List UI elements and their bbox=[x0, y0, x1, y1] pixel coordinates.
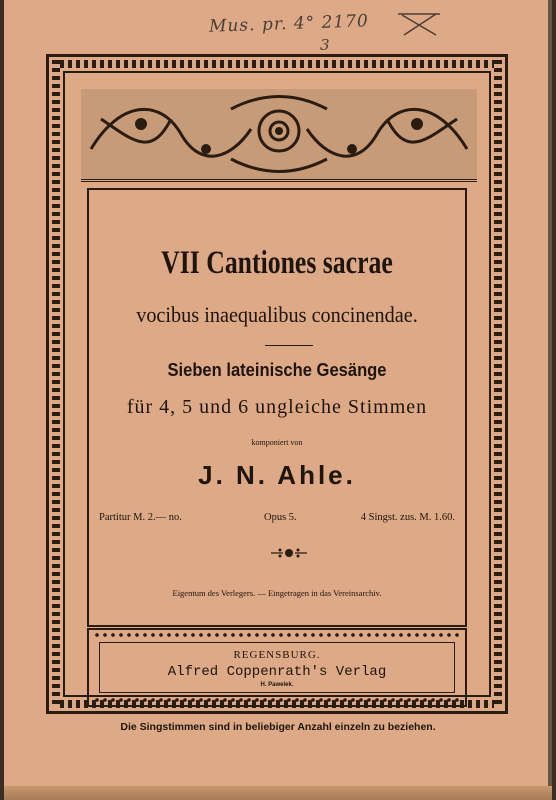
inner-frame bbox=[63, 71, 491, 697]
publisher-box bbox=[87, 628, 467, 707]
german-title: Sieben lateinische Gesänge bbox=[167, 360, 387, 380]
publisher-inner-frame bbox=[99, 642, 455, 693]
floral-ornament-header bbox=[81, 89, 477, 182]
handwritten-shelfmark: Mus. pr. 4° 2170 bbox=[208, 11, 370, 37]
book-spine-edge bbox=[548, 0, 552, 800]
divider-rule bbox=[265, 345, 313, 346]
voices-line: für 4, 5 und 6 ungleiche Stimmen bbox=[126, 396, 428, 418]
publisher-owner: H. Pawelek. bbox=[260, 682, 294, 688]
border-band-top bbox=[52, 60, 502, 68]
publisher-name: Alfred Coppenrath's Verlag bbox=[167, 664, 387, 680]
title-panel bbox=[87, 188, 467, 627]
crossed-out-mark bbox=[396, 11, 442, 37]
handwritten-shelfmark-sub: 3 bbox=[320, 36, 330, 54]
page-title: VII Cantiones sacrae bbox=[161, 245, 393, 281]
dotted-band-top bbox=[93, 632, 461, 638]
footer-note: Die Singstimmen sind in beliebiger Anzahl einzeln zu beziehen. bbox=[120, 721, 436, 733]
decorative-border bbox=[46, 54, 508, 714]
title-page bbox=[4, 0, 552, 800]
score-price: Partitur M. 2.— no. bbox=[99, 512, 182, 523]
border-band-right bbox=[494, 60, 502, 708]
opus-number: Opus 5. bbox=[264, 512, 297, 523]
parts-price: 4 Singst. zus. M. 1.60. bbox=[360, 512, 455, 523]
border-band-left bbox=[52, 60, 60, 708]
latin-subtitle: vocibus inaequalibus concinendae. bbox=[136, 302, 418, 327]
rights-notice: Eigentum des Verlegers. — Eingetragen in das Vereinsarchiv. bbox=[172, 588, 382, 598]
price-row bbox=[99, 512, 455, 526]
composed-by-label: komponiert von bbox=[251, 438, 303, 447]
composer-name: J. N. Ahle. bbox=[198, 460, 356, 490]
dotted-band-bottom bbox=[93, 697, 461, 703]
vignette-ornament bbox=[269, 546, 309, 560]
publisher-city: REGENSBURG. bbox=[233, 649, 321, 661]
